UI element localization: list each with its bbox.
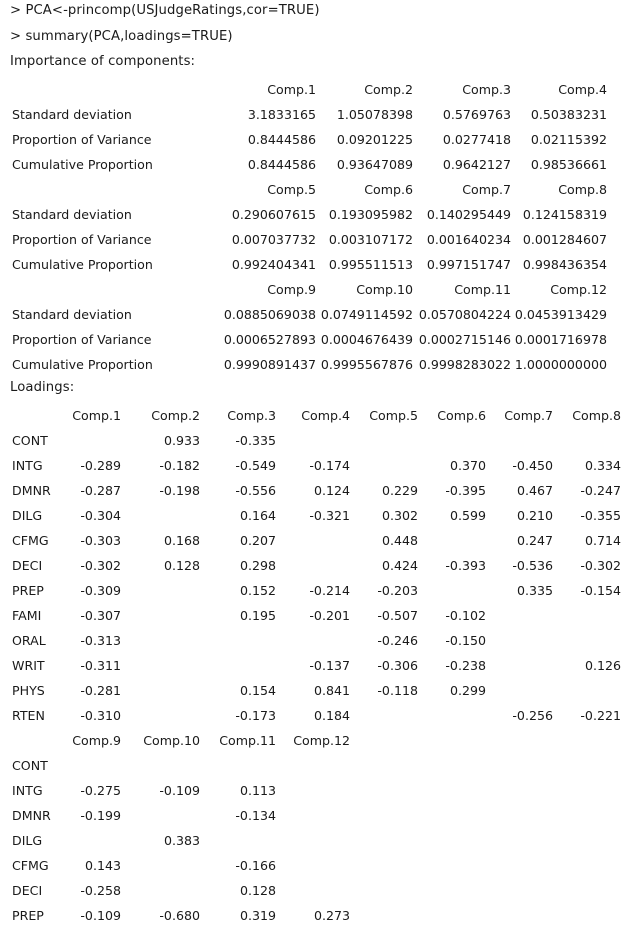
loading-value: 0.298	[239, 558, 276, 573]
loading-value: 0.424	[381, 558, 418, 573]
loading-value: -0.102	[445, 608, 486, 623]
importance-value: 0.001640234	[426, 232, 511, 247]
importance-column-header: Comp.5	[267, 182, 316, 197]
loadings-row-label: PREP	[12, 583, 44, 598]
importance-value: 0.0277418	[442, 132, 511, 147]
loadings-column-header: Comp.2	[151, 408, 200, 423]
loading-value: 0.164	[239, 508, 276, 523]
loading-value: 0.229	[381, 483, 418, 498]
loadings-row-label: PREP	[12, 908, 44, 923]
loading-value: -0.311	[80, 658, 121, 673]
importance-value: 0.9998283022	[418, 357, 511, 372]
loading-value: -0.109	[159, 783, 200, 798]
importance-row-label: Cumulative Proportion	[12, 157, 153, 172]
loadings-row-label: INTG	[12, 783, 43, 798]
loading-value: -0.310	[80, 708, 121, 723]
loading-value: 0.302	[381, 508, 418, 523]
importance-value: 0.0885069038	[223, 307, 316, 322]
loadings-row-label: DILG	[12, 508, 43, 523]
loadings-column-header: Comp.3	[227, 408, 276, 423]
loading-value: 0.124	[313, 483, 350, 498]
loadings-row-label: ORAL	[12, 633, 46, 648]
loading-value: 0.448	[381, 533, 418, 548]
importance-value: 0.9990891437	[223, 357, 316, 372]
loadings-row-label: WRIT	[12, 658, 45, 673]
loading-value: -0.174	[309, 458, 350, 473]
importance-value: 1.0000000000	[514, 357, 607, 372]
importance-value: 0.003107172	[328, 232, 413, 247]
importance-row-label: Standard deviation	[12, 207, 132, 222]
loading-value: -0.118	[377, 683, 418, 698]
importance-row-label: Proportion of Variance	[12, 232, 152, 247]
loading-value: 0.143	[84, 858, 121, 873]
loading-value: -0.306	[377, 658, 418, 673]
loading-value: -0.256	[512, 708, 553, 723]
loading-value: -0.214	[309, 583, 350, 598]
importance-value: 0.02115392	[530, 132, 607, 147]
loading-value: -0.198	[159, 483, 200, 498]
loadings-row-label: DILG	[12, 833, 43, 848]
loading-value: -0.309	[80, 583, 121, 598]
loadings-column-header: Comp.1	[72, 408, 121, 423]
loading-value: -0.395	[445, 483, 486, 498]
loadings-column-header: Comp.11	[219, 733, 276, 748]
loadings-row-label: CFMG	[12, 533, 49, 548]
loading-value: -0.289	[80, 458, 121, 473]
importance-row-label: Proportion of Variance	[12, 132, 152, 147]
loading-value: 0.126	[584, 658, 621, 673]
loading-value: -0.137	[309, 658, 350, 673]
importance-value: 0.992404341	[231, 257, 316, 272]
importance-row-label: Standard deviation	[12, 107, 132, 122]
importance-column-header: Comp.2	[364, 82, 413, 97]
importance-column-header: Comp.6	[364, 182, 413, 197]
loading-value: 0.714	[584, 533, 621, 548]
loading-value: -0.307	[80, 608, 121, 623]
command-line-1: > PCA<-princomp(USJudgeRatings,cor=TRUE)	[10, 3, 320, 18]
loading-value: -0.549	[235, 458, 276, 473]
importance-column-header: Comp.11	[454, 282, 511, 297]
importance-value: 0.995511513	[328, 257, 413, 272]
loading-value: -0.247	[580, 483, 621, 498]
loading-value: 0.168	[163, 533, 200, 548]
loading-value: -0.287	[80, 483, 121, 498]
loadings-heading: Loadings:	[10, 380, 75, 395]
loading-value: 0.383	[163, 833, 200, 848]
loading-value: 0.319	[239, 908, 276, 923]
loading-value: 0.467	[516, 483, 553, 498]
loading-value: 0.299	[449, 683, 486, 698]
loading-value: -0.221	[580, 708, 621, 723]
command-line-2: > summary(PCA,loadings=TRUE)	[10, 29, 233, 44]
importance-column-header: Comp.1	[267, 82, 316, 97]
importance-value: 0.0570804224	[418, 307, 511, 322]
loadings-column-header: Comp.12	[293, 733, 350, 748]
loading-value: -0.303	[80, 533, 121, 548]
loading-value: -0.304	[80, 508, 121, 523]
importance-value: 0.0001716978	[514, 332, 607, 347]
loading-value: -0.536	[512, 558, 553, 573]
loading-value: -0.556	[235, 483, 276, 498]
importance-value: 0.50383231	[530, 107, 607, 122]
loadings-column-header: Comp.10	[143, 733, 200, 748]
loading-value: -0.335	[235, 433, 276, 448]
loading-value: 0.273	[313, 908, 350, 923]
importance-column-header: Comp.8	[558, 182, 607, 197]
importance-row-label: Cumulative Proportion	[12, 257, 153, 272]
loading-value: -0.134	[235, 808, 276, 823]
loadings-column-header: Comp.7	[504, 408, 553, 423]
loading-value: -0.275	[80, 783, 121, 798]
importance-value: 0.193095982	[328, 207, 413, 222]
loading-value: 0.599	[449, 508, 486, 523]
loadings-row-label: DMNR	[12, 808, 51, 823]
loading-value: -0.302	[80, 558, 121, 573]
importance-value: 0.0006527893	[223, 332, 316, 347]
loading-value: 0.334	[584, 458, 621, 473]
importance-value: 0.001284607	[522, 232, 607, 247]
loadings-row-label: PHYS	[12, 683, 45, 698]
loading-value: -0.302	[580, 558, 621, 573]
importance-value: 0.98536661	[530, 157, 607, 172]
loading-value: 0.841	[313, 683, 350, 698]
importance-value: 0.007037732	[231, 232, 316, 247]
importance-row-label: Cumulative Proportion	[12, 357, 153, 372]
importance-value: 0.93647089	[336, 157, 413, 172]
importance-value: 3.1833165	[247, 107, 316, 122]
loadings-row-label: CFMG	[12, 858, 49, 873]
importance-value: 0.998436354	[522, 257, 607, 272]
loadings-column-header: Comp.5	[369, 408, 418, 423]
loading-value: -0.355	[580, 508, 621, 523]
importance-value: 0.8444586	[247, 132, 316, 147]
importance-value: 0.09201225	[336, 132, 413, 147]
loading-value: -0.154	[580, 583, 621, 598]
importance-value: 0.0749114592	[320, 307, 413, 322]
loading-value: -0.450	[512, 458, 553, 473]
loading-value: -0.258	[80, 883, 121, 898]
importance-column-header: Comp.12	[550, 282, 607, 297]
loading-value: 0.128	[239, 883, 276, 898]
loading-value: 0.207	[239, 533, 276, 548]
loadings-column-header: Comp.8	[572, 408, 621, 423]
loading-value: -0.246	[377, 633, 418, 648]
loadings-row-label: INTG	[12, 458, 43, 473]
loading-value: -0.109	[80, 908, 121, 923]
loadings-column-header: Comp.6	[437, 408, 486, 423]
loading-value: 0.933	[163, 433, 200, 448]
loading-value: -0.238	[445, 658, 486, 673]
importance-value: 0.0004676439	[320, 332, 413, 347]
importance-value: 0.140295449	[426, 207, 511, 222]
loadings-row-label: DMNR	[12, 483, 51, 498]
importance-value: 0.5769763	[442, 107, 511, 122]
loading-value: 0.247	[516, 533, 553, 548]
loading-value: -0.150	[445, 633, 486, 648]
loading-value: 0.210	[516, 508, 553, 523]
importance-row-label: Proportion of Variance	[12, 332, 152, 347]
loading-value: 0.370	[449, 458, 486, 473]
importance-value: 1.05078398	[336, 107, 413, 122]
loading-value: -0.281	[80, 683, 121, 698]
loading-value: -0.680	[159, 908, 200, 923]
importance-value: 0.8444586	[247, 157, 316, 172]
loading-value: 0.335	[516, 583, 553, 598]
importance-row-label: Standard deviation	[12, 307, 132, 322]
loadings-row-label: CONT	[12, 758, 48, 773]
importance-column-header: Comp.7	[462, 182, 511, 197]
loadings-column-header: Comp.9	[72, 733, 121, 748]
loading-value: -0.182	[159, 458, 200, 473]
loading-value: -0.321	[309, 508, 350, 523]
loading-value: 0.184	[313, 708, 350, 723]
loadings-row-label: CONT	[12, 433, 48, 448]
loading-value: -0.166	[235, 858, 276, 873]
loading-value: -0.199	[80, 808, 121, 823]
loading-value: -0.313	[80, 633, 121, 648]
loading-value: 0.154	[239, 683, 276, 698]
importance-value: 0.9642127	[442, 157, 511, 172]
importance-value: 0.9995567876	[320, 357, 413, 372]
loading-value: -0.393	[445, 558, 486, 573]
loadings-row-label: RTEN	[12, 708, 45, 723]
loading-value: -0.203	[377, 583, 418, 598]
loading-value: 0.195	[239, 608, 276, 623]
importance-value: 0.0453913429	[514, 307, 607, 322]
importance-column-header: Comp.3	[462, 82, 511, 97]
loading-value: -0.507	[377, 608, 418, 623]
loading-value: 0.152	[239, 583, 276, 598]
importance-column-header: Comp.4	[558, 82, 607, 97]
importance-heading: Importance of components:	[10, 54, 196, 69]
importance-value: 0.124158319	[522, 207, 607, 222]
importance-column-header: Comp.10	[356, 282, 413, 297]
loadings-row-label: FAMI	[12, 608, 42, 623]
loadings-column-header: Comp.4	[301, 408, 350, 423]
importance-column-header: Comp.9	[267, 282, 316, 297]
loadings-row-label: DECI	[12, 883, 43, 898]
loading-value: -0.173	[235, 708, 276, 723]
loadings-row-label: DECI	[12, 558, 43, 573]
importance-value: 0.997151747	[426, 257, 511, 272]
loading-value: -0.201	[309, 608, 350, 623]
importance-value: 0.0002715146	[418, 332, 511, 347]
loading-value: 0.113	[239, 783, 276, 798]
importance-value: 0.290607615	[231, 207, 316, 222]
loading-value: 0.128	[163, 558, 200, 573]
